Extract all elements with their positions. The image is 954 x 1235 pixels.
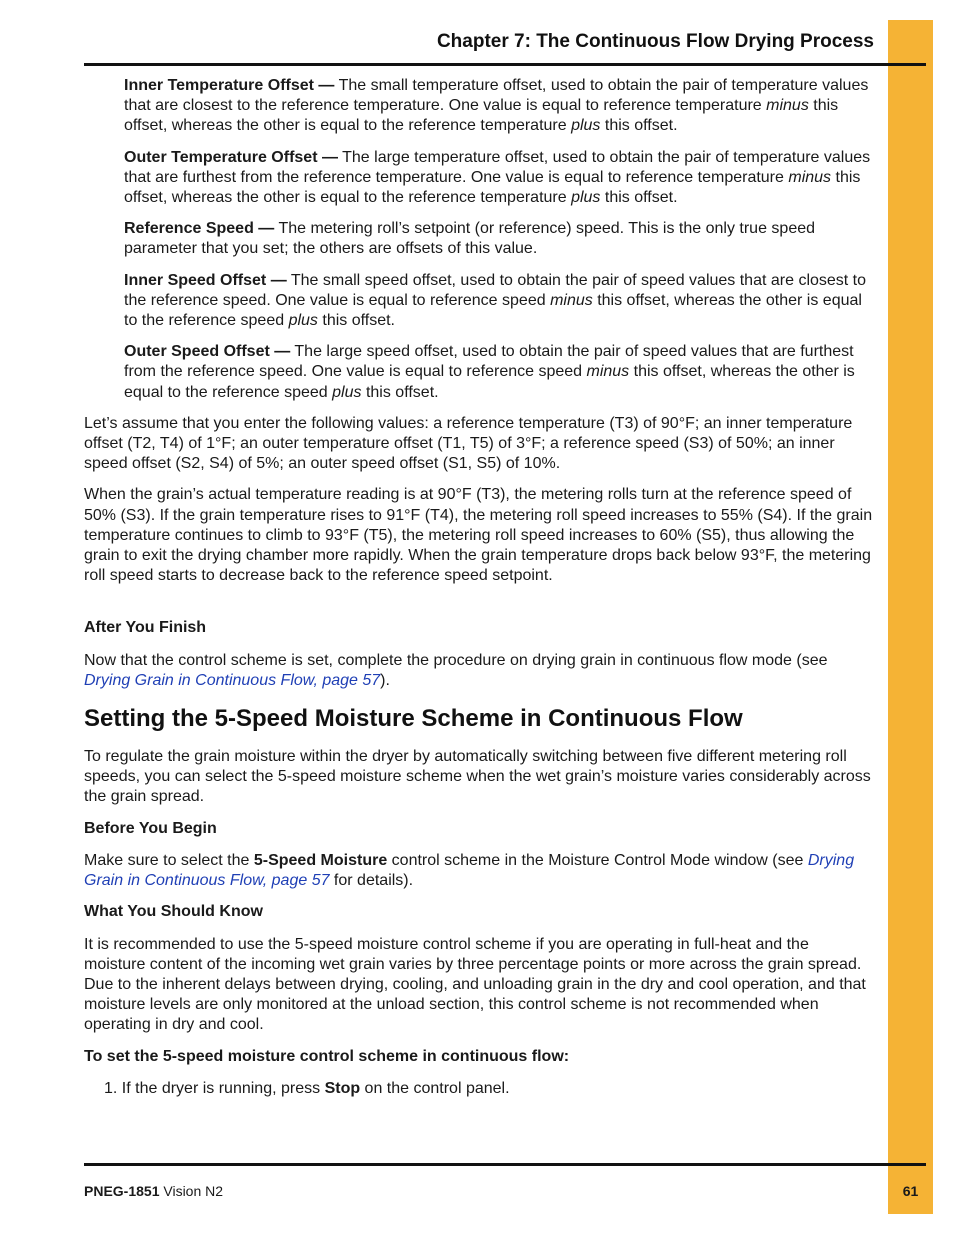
footer-rule [84,1163,926,1166]
heading-procedure: To set the 5-speed moisture control scheme in continuous flow: [84,1047,570,1065]
step-number: 1. [104,1079,118,1097]
definition-term: Inner Speed Offset — [124,271,287,289]
header-rule [84,63,926,66]
definition-inner-temp-offset: Inner Temperature Offset — The small temperature offset, used to obtain the pair of temperature values that are closest to the reference temperature. One value is equal to reference temperature minus this offset, whereas the other is equal to the reference temperature plus this offset. [124,77,869,135]
definition-outer-temp-offset: Outer Temperature Offset — The large temperature offset, used to obtain the pair of temperature values that are furthest from the reference temperature. One value is equal to reference temperature minus this offset, whereas the other is equal to the reference temperature plus this offset. [124,148,871,207]
procedure-step: 1. If the dryer is running, press Stop on the control panel. [104,1079,510,1097]
definition-reference-speed: Reference Speed — The metering roll’s setpoint (or reference) speed. This is the only true speed parameter that you set; the others are offsets of this value. [124,220,816,258]
section-title: Setting the 5-Speed Moisture Scheme in Continuous Flow [84,705,743,733]
chapter-side-bar [888,20,933,1214]
paragraph-what-you-should-know: It is recommended to use the 5-speed moisture control scheme if you are operating in full-heat and the moisture content of the incoming wet grain varies by three percentage points or more across the grain spread. Due to the inherent delays between drying, cooling, and unloading grain in the dry and cool operation, and that moisture levels are only monitored at the unload section, this control scheme is not recommended when operating in dry and cool. [84,935,866,1034]
heading-after-you-finish: After You Finish [84,619,207,637]
paragraph-after-you-finish: Now that the control scheme is set, complete the procedure on drying grain in continuous flow mode (see Drying Grain in Continuous Flow, page 57). [84,651,828,689]
definition-term: Outer Temperature Offset — [124,148,338,166]
definition-outer-speed-offset: Outer Speed Offset — The large speed offset, used to obtain the pair of speed values that are furthest from the reference speed. One value is equal to reference speed minus this offset, whereas the other is equal to the reference speed plus this offset. [124,343,855,401]
definition-term: Inner Temperature Offset — [124,77,335,94]
paragraph-before-you-begin: Make sure to select the 5-Speed Moisture control scheme in the Moisture Control Mode window (see Drying Grain in Continuous Flow, page 57 for details). [84,851,855,890]
chapter-title: Chapter 7: The Continuous Flow Drying Process [436,31,874,52]
footer-document-id: PNEG-1851 Vision N2 [84,1183,224,1199]
paragraph-assume-values: Let’s assume that you enter the following values: a reference temperature (T3) of 90°F; an inner temperature offset (T2, T4) of 1°F; an outer temperature offset (T1, T5) of 3°F; a reference speed (S3) of 50%; an inner speed offset (S2, S4) of 5%; an outer speed offset (S1, S5) of 10%. [84,414,853,473]
definition-inner-speed-offset: Inner Speed Offset — The small speed offset, used to obtain the pair of speed values that are closest to the reference speed. One value is equal to reference speed minus this offset, whereas the other is equal to the reference speed plus this offset. [124,271,867,330]
heading-before-you-begin: Before You Begin [84,819,217,837]
paragraph-section-intro: To regulate the grain moisture within the dryer by automatically switching between five different metering roll speeds, you can select the 5-speed moisture scheme when the wet grain’s moisture varies considerably across the grain spread. [84,748,871,806]
definition-term: Reference Speed — [124,220,275,238]
page-content [84,76,874,1110]
paragraph-example: When the grain’s actual temperature reading is at 90°F (T3), the metering rolls turn at the reference speed of 50% (S3). If the grain temperature rises to 91°F (T4), the metering roll speed increases to 55% (S4). If the grain temperature continues to climb to 93°F (T5), the metering roll speed increases to 60% (S5), thus allowing the grain to exit the drying chamber more rapidly. When the grain temperature drops back below 93°F, the metering roll speed starts to decrease back to the reference speed setpoint. [84,486,873,585]
page-number: 61 [902,1183,919,1199]
heading-what-you-should-know: What You Should Know [84,903,263,921]
link-drying-grain-continuous-flow[interactable]: Drying Grain in Continuous Flow, page 57 [84,851,855,890]
link-drying-grain-continuous-flow[interactable]: Drying Grain in Continuous Flow, page 57 [84,671,381,689]
definition-term: Outer Speed Offset — [124,343,291,361]
